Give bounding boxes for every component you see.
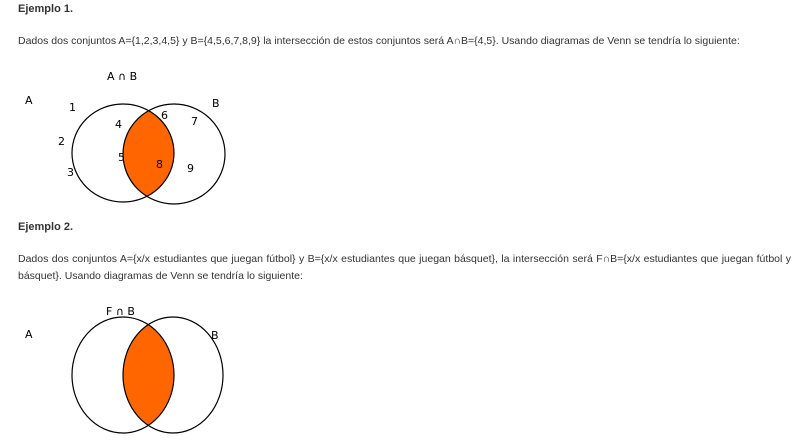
element-a-only: 2 xyxy=(58,135,65,148)
element-intersection: 4 xyxy=(115,118,122,131)
venn-diagram-1 xyxy=(14,66,229,206)
element-intersection: 5 xyxy=(118,151,125,164)
set-b-label: B xyxy=(211,329,219,342)
element-b-only: 6 xyxy=(161,109,168,122)
intersection-label: F ∩ B xyxy=(106,305,135,318)
example-1-paragraph: Dados dos conjuntos A={1,2,3,4,5} y B={4,5,6,7,8,9} la intersección de estos conjuntos será A∩B={4,5}. Usando diagramas de Venn se tendría lo siguiente: xyxy=(18,35,740,47)
element-b-only: 7 xyxy=(191,115,198,128)
set-a-label: A xyxy=(25,94,33,107)
element-a-only: 3 xyxy=(67,166,74,179)
example-1-heading: Ejemplo 1. xyxy=(18,3,74,15)
element-b-only: 9 xyxy=(187,162,194,175)
set-b-label: B xyxy=(212,97,220,110)
set-a-label: A xyxy=(25,328,33,341)
venn-diagram-2 xyxy=(14,302,229,445)
example-2-paragraph: Dados dos conjuntos A={x/x estudiantes que juegan fútbol} y B={x/x estudiantes que juegan básquet}, la intersección será F∩B={x/x estudiantes que juegan fútbol y básquet}. Usando diagramas de Venn se tendría lo siguiente: xyxy=(18,253,791,282)
intersection-label: A ∩ B xyxy=(107,70,138,83)
element-b-only: 8 xyxy=(156,158,163,171)
element-a-only: 1 xyxy=(69,101,76,114)
example-2-heading: Ejemplo 2. xyxy=(18,221,74,233)
